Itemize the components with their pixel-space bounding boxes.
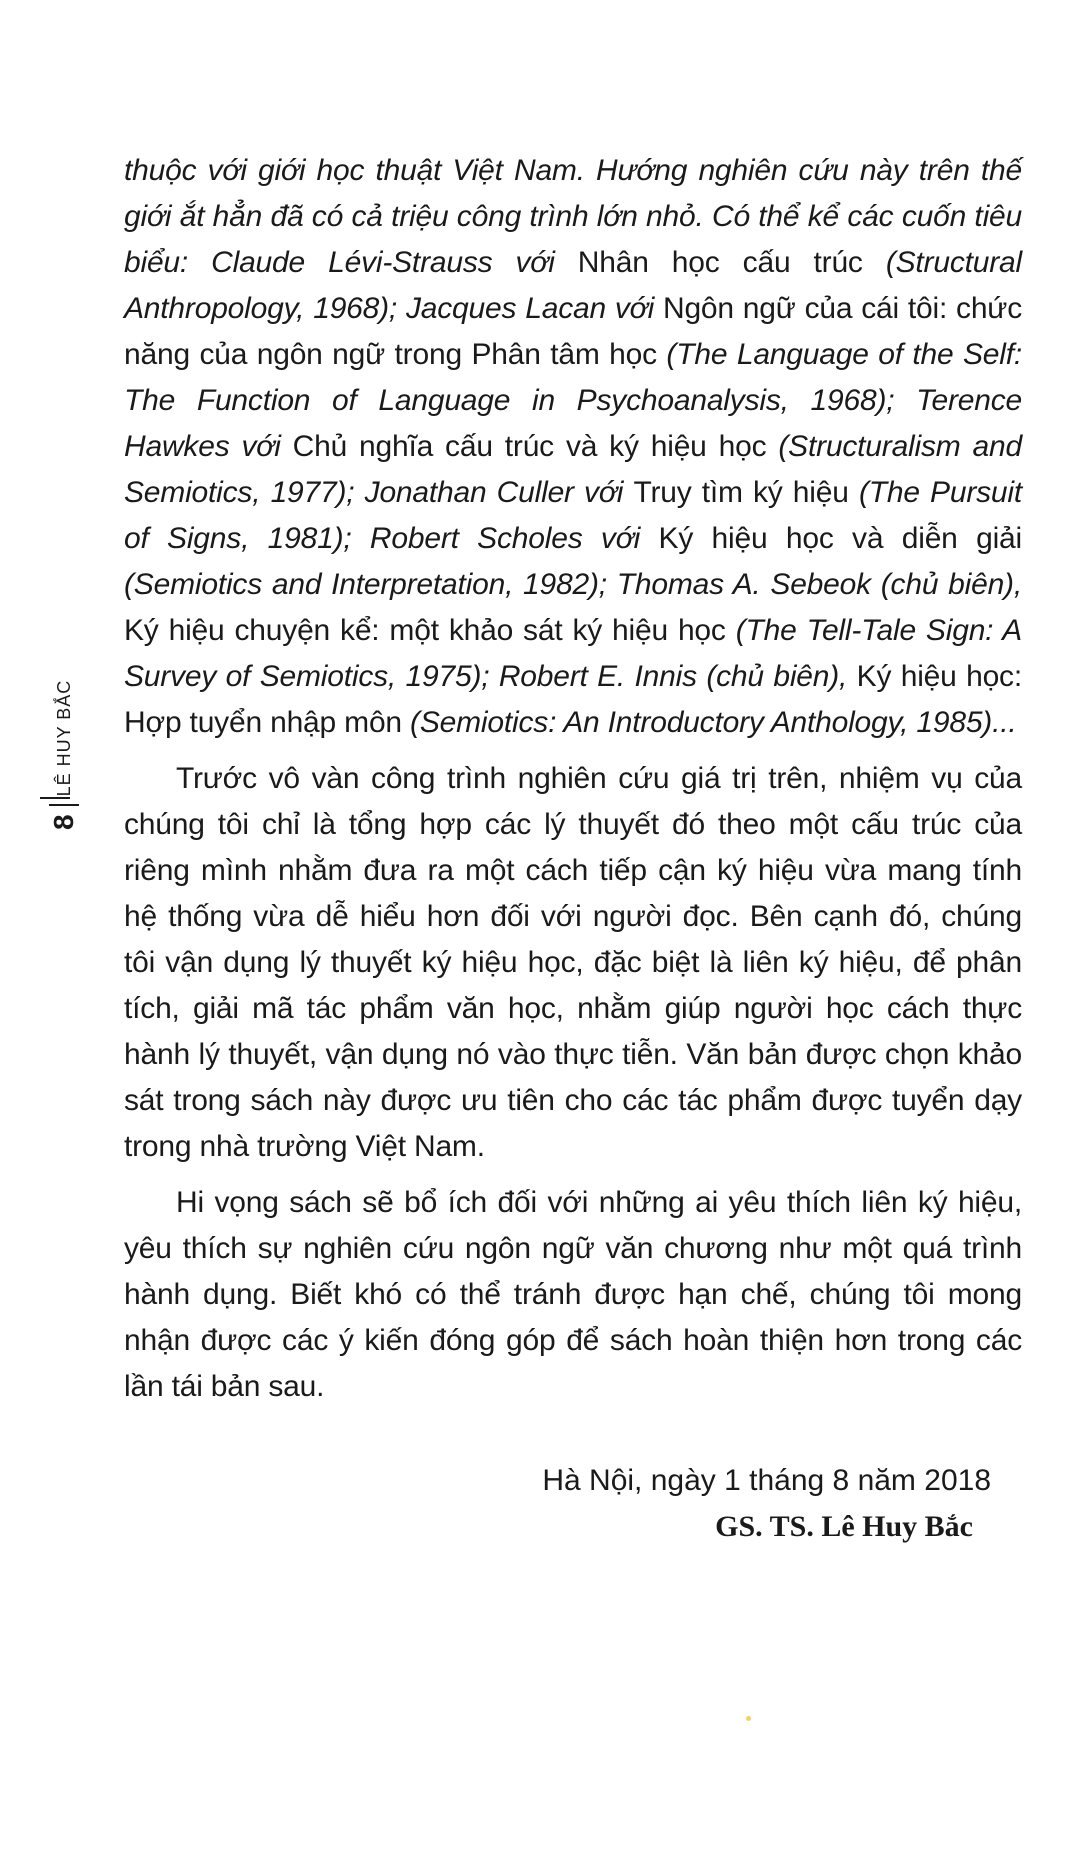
text-span: (The Pursuit of Signs, 1981); Robert Scholes với bbox=[124, 476, 1022, 555]
text-span: Ký hiệu học: Hợp tuyển nhập môn bbox=[124, 660, 1022, 739]
text-span: Ký hiệu học và diễn giải bbox=[658, 522, 1022, 555]
page-number: 8 bbox=[48, 814, 79, 830]
paragraph-purpose: Trước vô vàn công trình nghiên cứu giá trị trên, nhiệm vụ của chúng tôi chỉ là tổng hợp các lý thuyết đó theo một cấu trúc của riêng mình nhằm đưa ra một cách tiếp cận ký hiệu vừa mang tính hệ thống vừa dễ hiểu hơn đối với người đọc. Bên cạnh đó, chúng tôi vận dụng lý thuyết ký hiệu học, đặc biệt là liên ký hiệu, để phân tích, giải mã tác phẩm văn học, nhằm giúp người học cách thực hành lý thuyết, vận dụng nó vào thực tiễn. Văn bản được chọn khảo sát trong sách này được ưu tiên cho các tác phẩm được tuyển dạy trong nhà trường Việt Nam. bbox=[124, 762, 1022, 1163]
print-speck bbox=[746, 1716, 751, 1721]
head-divider bbox=[49, 804, 79, 806]
text-span: (Structural Anthropology, 1968); Jacques Lacan với bbox=[124, 246, 1022, 325]
signature-author: GS. TS. Lê Huy Bắc bbox=[715, 1510, 973, 1543]
body-text bbox=[124, 148, 1022, 1410]
paragraph-hope: Hi vọng sách sẽ bổ ích đối với những ai yêu thích liên ký hiệu, yêu thích sự nghiên cứu ngôn ngữ văn chương như một quá trình hành dụng. Biết khó có thể tránh được hạn chế, chúng tôi mong nhận được các ý kiến đóng góp để sách hoàn thiện hơn trong các lần tái bản sau. bbox=[124, 1186, 1022, 1403]
paragraph-spacer bbox=[124, 1170, 1022, 1180]
paragraph-spacer bbox=[124, 746, 1022, 756]
text-span: (Semiotics: An Introductory Anthology, 1985)... bbox=[401, 706, 1017, 739]
text-span: (The Tell-Tale Sign: A Survey of Semiotics, 1975); Robert E. Innis (chủ biên), bbox=[124, 614, 1022, 693]
running-head-author: LÊ HUY BẮC bbox=[53, 679, 74, 797]
text-span: Ngôn ngữ của cái tôi: chức năng của ngôn ngữ trong Phân tâm học bbox=[124, 292, 1022, 371]
text-span: thuộc với giới học thuật Việt Nam. Hướng nghiên cứu này trên thế giới ắt hẳn đã có cả triệu công trình lớn nhỏ. Có thể kể các cuốn tiêu biểu: Claude Lévi-Strauss với bbox=[124, 154, 1022, 279]
running-head bbox=[44, 550, 84, 830]
signature-date: Hà Nội, ngày 1 tháng 8 năm 2018 bbox=[542, 1464, 991, 1497]
text-span: Chủ nghĩa cấu trúc và ký hiệu học bbox=[292, 430, 767, 463]
text-span: (Structuralism and Semiotics, 1977); Jonathan Culler với bbox=[124, 430, 1022, 509]
paragraph-references bbox=[124, 148, 1022, 746]
text-span: Truy tìm ký hiệu bbox=[633, 476, 849, 509]
text-span: (Semiotics and Interpretation, 1982); Thomas A. Sebeok (chủ biên), bbox=[124, 568, 1022, 601]
text-span: (The Language of the Self: The Function of Language in Psychoanalysis, 1968); Terence Hawkes với bbox=[124, 338, 1022, 463]
text-span: Ký hiệu chuyện kể: một khảo sát ký hiệu học bbox=[124, 614, 726, 647]
text-span: Nhân học cấu trúc bbox=[577, 246, 863, 279]
